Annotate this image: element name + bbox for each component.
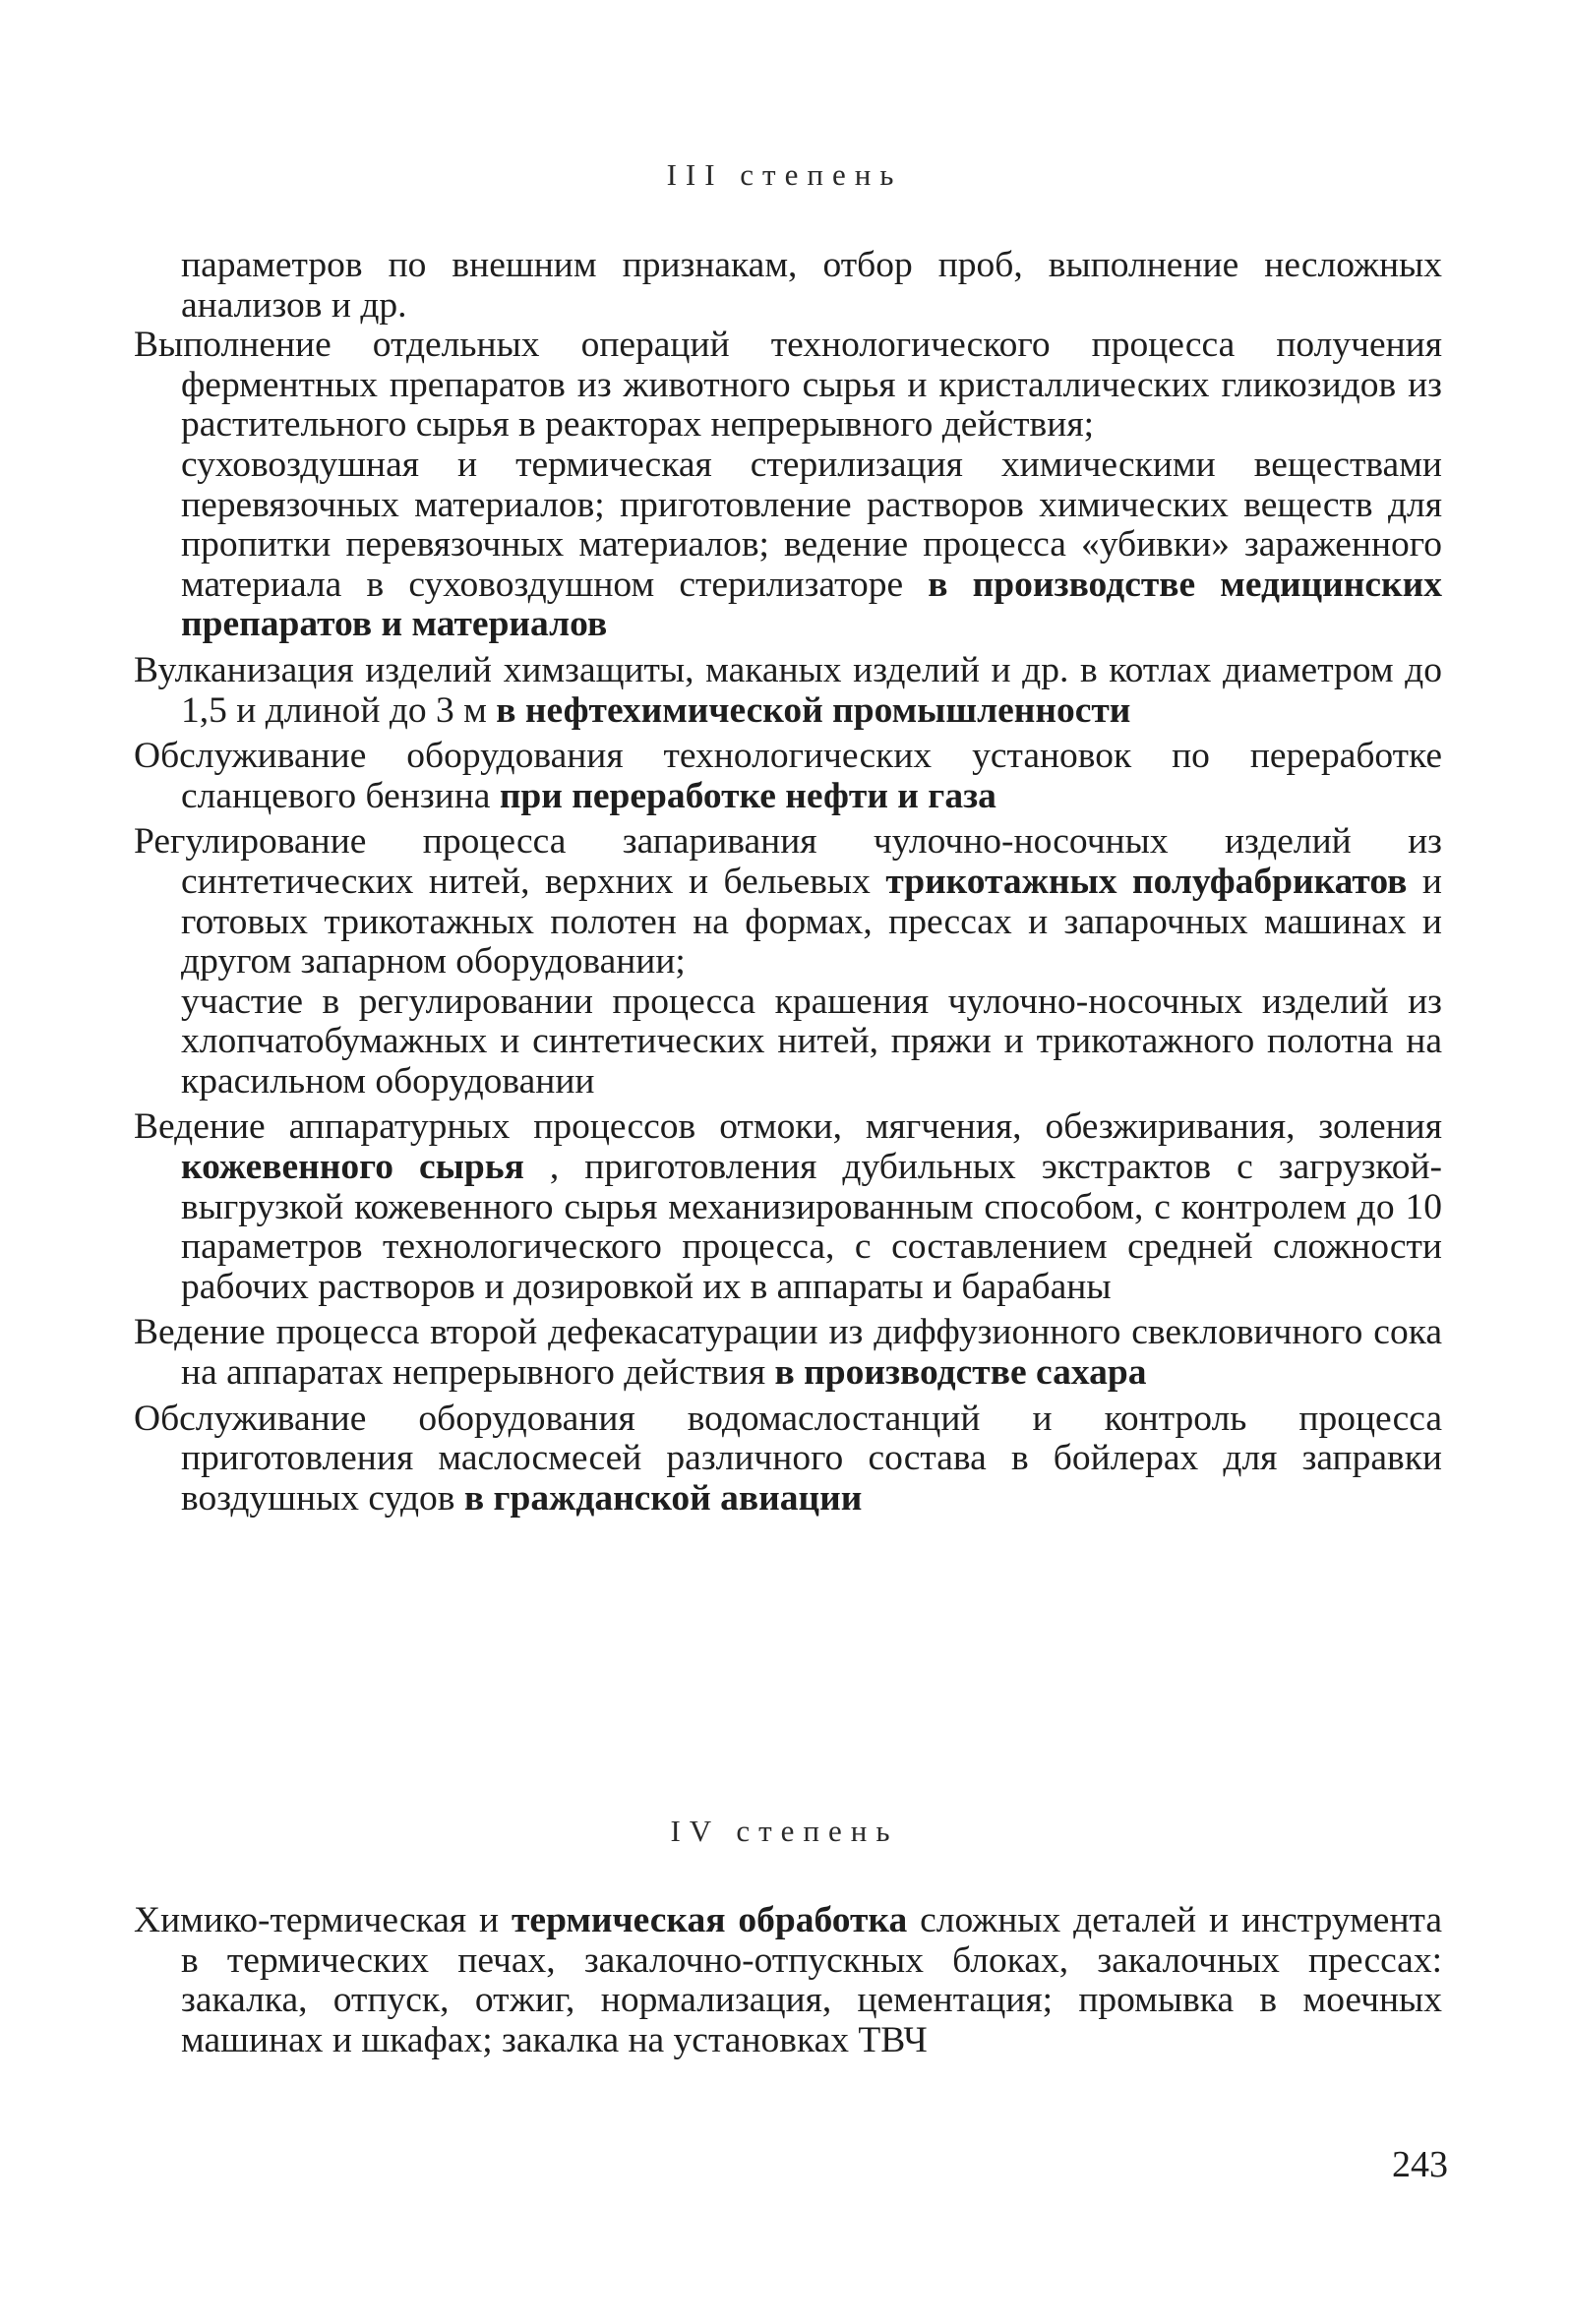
entry-paragraph bbox=[134, 326, 1442, 446]
entry-paragraph bbox=[134, 822, 1442, 982]
entry-paragraph bbox=[134, 1313, 1442, 1393]
grade-3-entries bbox=[134, 326, 1442, 1519]
highlighted-phrase: в производстве медицинских препаратов и материалов bbox=[181, 564, 1443, 645]
work-entry bbox=[134, 822, 1442, 1102]
work-entry bbox=[134, 1400, 1442, 1520]
text-run: Обслуживание оборудования технологических установок по переработке сланцевого бензина bbox=[134, 736, 1442, 816]
entry-paragraph bbox=[134, 737, 1442, 816]
entry-continuation-paragraph bbox=[134, 446, 1442, 645]
grade-3-text-block bbox=[134, 246, 1442, 1524]
text-run: участие в регулировании процесса крашения чулочно-носочных изделий из хлопчатобумажных и синтетических нитей, пряжи и трикотажного полотна на красильном оборудовании bbox=[181, 981, 1442, 1102]
text-run: Химико-термическая и bbox=[134, 1900, 500, 1940]
highlighted-phrase: в производстве сахара bbox=[774, 1352, 1147, 1394]
entry-continuation-paragraph bbox=[134, 983, 1442, 1102]
text-run: Ведение процесса второй дефекасатурации из диффузионного свекловичного сока на аппаратах непрерывного действия bbox=[134, 1312, 1442, 1394]
highlighted-phrase: в нефтехимической промышленности bbox=[496, 689, 1131, 731]
entry-paragraph bbox=[134, 1400, 1442, 1520]
text-run: суховоздушная и термическая стерилизация химическими веществами перевязочных материалов; приготовление растворов химических веществ для пропитки перевязочных материалов; ведение процесса «убивки» зараженного материала в суховоздушном стерилизаторе bbox=[181, 444, 1442, 605]
text-run: Обслуживание оборудования водомаслостанций и контроль процесса приготовления маслосмесей различного состава в бойлерах для заправки воздушных судов bbox=[134, 1398, 1442, 1519]
work-entry bbox=[134, 651, 1442, 731]
work-entry bbox=[134, 1313, 1442, 1393]
text-run: Вулканизация изделий химзащиты, маканых изделий и др. в котлах диаметром до 1,5 и длиной до 3 м bbox=[134, 649, 1442, 731]
text-run: Ведение аппаратурных процессов отмоки, мягчения, обезжиривания, золения bbox=[134, 1106, 1442, 1148]
text-run: Регулирование процесса запаривания чулочно-носочных изделий из синтетических нитей, верхних и бельевых bbox=[134, 821, 1442, 902]
section-heading-grade-4: IV степень bbox=[670, 1814, 899, 1848]
page-number: 243 bbox=[1392, 2144, 1448, 2185]
work-entry bbox=[134, 326, 1442, 645]
highlighted-phrase: трикотажных полуфабрикатов bbox=[885, 861, 1408, 902]
highlighted-phrase: в гражданской авиации bbox=[463, 1477, 863, 1519]
text-run: сложных деталей и инструмента в термических печах, закалочно-отпускных блоках, закалочных прессах: закалка, отпуск, отжиг, нормализация, цементация; промывка в моечных машинах и шкафах; закалка на установках ТВЧ bbox=[181, 1900, 1443, 2060]
entry-paragraph bbox=[134, 1107, 1442, 1307]
highlighted-phrase: кожевенного сырья bbox=[181, 1147, 524, 1188]
section-heading-grade-3: III степень bbox=[666, 157, 903, 192]
entry-paragraph bbox=[134, 1901, 1442, 2060]
continuation-paragraph: параметров по внешним признакам, отбор проб, выполнение несложных анализов и др. bbox=[181, 245, 1442, 326]
text-run: Выполнение отдельных операций технологического процесса получения ферментных препаратов из животного сырья и кристаллических гликозидов из растительного сырья в реакторах непрерывного действия; bbox=[134, 325, 1442, 446]
grade-4-text-block bbox=[134, 1901, 1442, 2066]
text-run: , приготовления дубильных экстрактов с загрузкой-выгрузкой кожевенного сырья механизированным способом, с контролем до 10 параметров технологического процесса, с составлением средней сложности рабочих растворов и дозировкой их в аппараты и барабаны bbox=[181, 1147, 1443, 1307]
work-entry bbox=[134, 1107, 1442, 1307]
entry-paragraph bbox=[134, 651, 1442, 731]
work-entry bbox=[134, 737, 1442, 816]
grade-4-entries bbox=[134, 1901, 1442, 2060]
text-run: и готовых трикотажных полотен на формах, прессах и запарочных машинах и другом запарном оборудовании; bbox=[181, 861, 1442, 983]
highlighted-phrase: термическая обработка bbox=[512, 1900, 908, 1940]
highlighted-phrase: при переработке нефти и газа bbox=[499, 775, 996, 816]
work-entry bbox=[134, 1901, 1442, 2060]
